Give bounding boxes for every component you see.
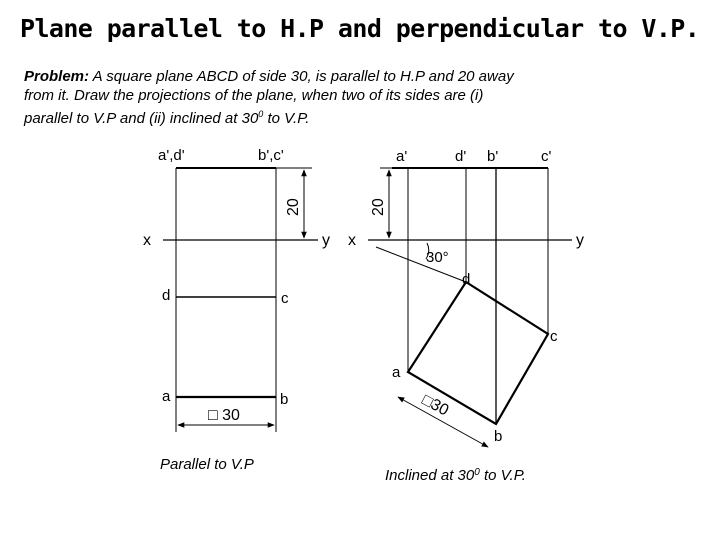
left-x-label: x [143,232,151,249]
problem-line-3: parallel to V.P and (ii) inclined at 30 [24,110,259,127]
right-y-label: y [576,232,584,249]
right-label-d: d [462,271,471,288]
right-label-d-prime: d' [455,148,467,165]
problem-line-3-end: to V.P. [263,110,310,127]
left-label-b: b [280,391,289,408]
left-label-d: d [162,287,171,304]
left-label-b-c-prime: b',c' [258,147,284,164]
problem-degree-sup: 0 [258,109,264,119]
caption-inclined-degree: 0 [474,467,480,478]
caption-inclined-post: to V.P. [479,467,526,484]
right-side-dim-label: □30 [419,391,452,420]
caption-parallel: Parallel to V.P [160,456,254,473]
right-label-c: c [550,328,558,345]
page-title: Plane parallel to H.P and perpendicular to V.P. [20,14,700,43]
caption-inclined [385,467,526,484]
right-label-c-prime: c' [541,148,552,165]
right-label-b: b [494,428,503,445]
right-angle-label: 30° [426,249,449,266]
left-side-dim-label: □ 30 [208,407,240,424]
right-height-dim-label: 20 [370,198,387,216]
right-angle-construction-line [376,247,466,282]
caption-inclined-pre: Inclined at 30 [385,467,475,484]
right-x-label: x [348,232,356,249]
right-view [368,168,572,447]
right-label-a: a [392,364,401,381]
right-label-a-prime: a' [396,148,408,165]
problem-line-2: from it. Draw the projections of the plane, when two of its sides are (i) [24,87,484,104]
left-y-label: y [322,232,330,249]
left-view-labels [143,147,330,424]
left-height-dim-label: 20 [285,198,302,216]
problem-line-1: A square plane ABCD of side 30, is parallel to H.P and 20 away [89,68,514,85]
problem-label: Problem: [24,68,90,85]
left-label-a: a [162,388,171,405]
left-label-c: c [281,290,289,307]
left-label-a-d-prime: a',d' [158,147,185,164]
right-label-b-prime: b' [487,148,499,165]
